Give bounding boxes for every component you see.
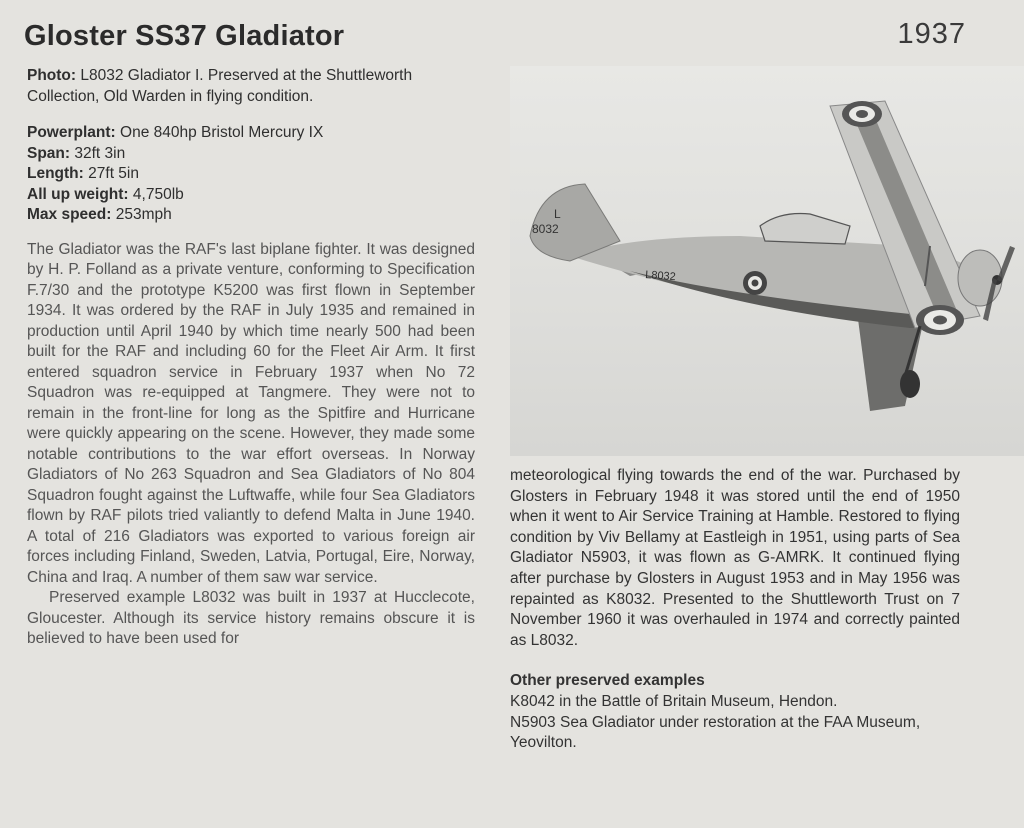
spec-weight (27, 185, 475, 206)
spec-value: 27ft 5in (88, 165, 139, 182)
other-example-item: K8042 in the Battle of Britain Museum, Hendon. (510, 692, 838, 710)
tail-letter: L (554, 207, 561, 221)
specifications (27, 123, 475, 226)
spec-value: 253mph (115, 206, 172, 223)
fuselage-serial: L8032 (644, 269, 677, 284)
spec-powerplant (27, 123, 475, 144)
body-paragraph-2: Preserved example L8032 was built in 1937 at Hucclecote, Gloucester. Although its service history remains obscure it is believed to have been used for (27, 589, 475, 647)
year-label: 1937 (897, 18, 966, 50)
left-column (27, 66, 475, 650)
other-examples-heading: Other preserved examples (510, 672, 705, 690)
aircraft-photo (510, 66, 1024, 456)
right-column (510, 466, 960, 754)
body-paragraph-1: The Gladiator was the RAF's last biplane fighter. It was designed by H. P. Folland as a private venture, conforming to Specification F.7/30 and the prototype K5200 was first flown in September 1934. It was ordered by the RAF in July 1935 and remained in production until April 1940 by which time nearly 500 had been built for the RAF and including 60 for the Fleet Air Arm. It first entered squadron service in February 1937 when No 72 Squadron was re-equipped at Tangmere. They were not to remain in the front-line for long as the Spitfire and Hurricane were quickly appearing on the scene. However, they made some notable contributions to the war effort overseas. In Norway Gladiators of No 263 Squadron and Sea Gladiators of No 804 Squadron fought against the Luftwaffe, while four Sea Gladiators flown by RAF pilots tried valiantly to defend Malta in June 1940. A total of 216 Gladiators was exported to various foreign air forces including Finland, Sweden, Latvia, Portugal, Eire, Norway, China and Iraq. A number of them saw war service. (27, 240, 475, 586)
spec-label: Length: (27, 165, 84, 182)
spec-length (27, 164, 475, 185)
spec-label: All up weight: (27, 185, 129, 203)
other-example-item: N5903 Sea Gladiator under restoration at the FAA Museum, Yeovilton. (510, 713, 921, 752)
spec-label: Max speed: (27, 206, 112, 223)
spec-value: 4,750lb (132, 185, 184, 203)
body-continuation: meteorological flying towards the end of the war. Purchased by Glosters in February 1948 it was stored until the end of 1950 when it went to Air Service Training at Hamble. Restored to flying condition by Viv Bellamy at Eastleigh in 1951, using parts of Sea Gladiator N5903, it was flown as G-AMRK. It continued flying after purchase by Glosters in August 1953 and in May 1956 was repainted as K8032. Presented to the Shuttleworth Trust on 7 November 1960 it was overhauled in 1974 and correctly painted as L8032. (510, 467, 960, 649)
body-text (27, 240, 475, 650)
spec-value: One 840hp Bristol Mercury IX (120, 124, 324, 141)
spec-label: Powerplant: (27, 124, 116, 141)
spec-value: 32ft 3in (74, 144, 126, 162)
cockpit-canopy (760, 214, 850, 245)
page-title: Gloster SS37 Gladiator (24, 20, 345, 52)
gladiator-biplane-illustration (510, 66, 1024, 456)
spec-span (27, 144, 475, 165)
photo-caption (27, 66, 475, 107)
propeller-blade (997, 246, 1015, 282)
wheel (900, 370, 920, 398)
photo-caption-text: L8032 Gladiator I. Preserved at the Shuttleworth Collection, Old Warden in flying condition. (27, 67, 413, 105)
photo-caption-label: Photo: (27, 67, 77, 84)
spec-label: Span: (27, 144, 71, 162)
spec-max-speed (27, 205, 475, 226)
tail-number: 8032 (532, 222, 559, 236)
